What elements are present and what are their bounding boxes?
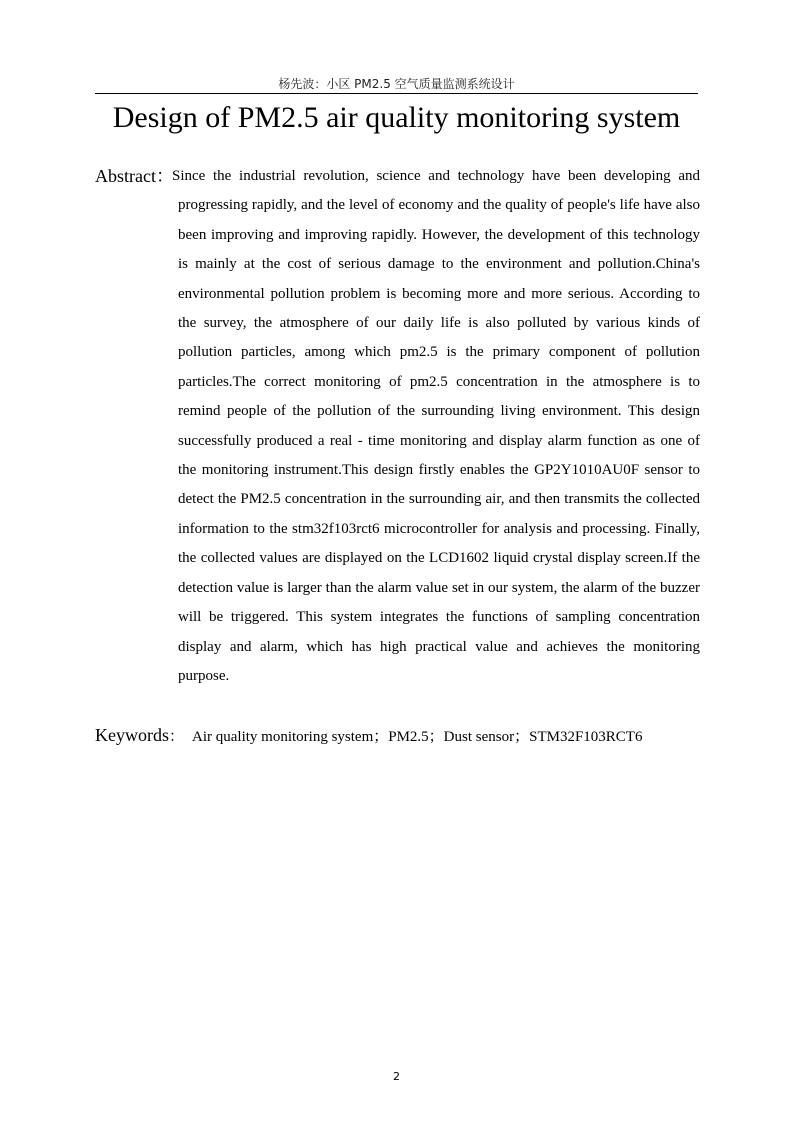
abstract-section bbox=[95, 162, 700, 691]
keywords-separator: ： bbox=[169, 727, 185, 745]
keywords-text: Air quality monitoring system；PM2.5；Dust sensor；STM32F103RCT6 bbox=[192, 729, 643, 745]
abstract-label: Abstract： bbox=[95, 166, 174, 186]
page-number: 2 bbox=[393, 1070, 400, 1083]
running-header: 杨先波：小区 PM2.5 空气质量监测系统设计 bbox=[278, 77, 515, 91]
paper-title: Design of PM2.5 air quality monitoring system bbox=[112, 101, 681, 134]
header-rule bbox=[95, 93, 698, 94]
keywords-section bbox=[95, 721, 700, 752]
abstract-text: Since the industrial revolution, science and technology have been developing and progressing rapidly, and the level of economy and the quality of people's life have also been improving and improving rapidly. However, the development of this technology is mainly at the cost of serious damage to the environment and pollution.China's environmental pollution problem is becoming more and more serious. According to the survey, the atmosphere of our daily life is also polluted by various kinds of pollution particles, among which pm2.5 is the primary component of pollution particles.The correct monitoring of pm2.5 concentration in the atmosphere is to remind people of the pollution of the surrounding living environment. This design successfully produced a real - time monitoring and display alarm function as one of the monitoring instrument.This design firstly enables the GP2Y1010AU0F sensor to detect the PM2.5 concentration in the surrounding air, and then transmits the collected information to the stm32f103rct6 microcontroller for analysis and processing. Finally, the collected values are displayed on the LCD1602 liquid crystal display screen.If the detection value is larger than the alarm value set in our system, the alarm of the buzzer will be triggered. This system integrates the functions of sampling concentration display and alarm, which has high practical value and achieves the monitoring purpose. bbox=[172, 168, 700, 684]
keywords-label: Keywords bbox=[95, 725, 169, 745]
